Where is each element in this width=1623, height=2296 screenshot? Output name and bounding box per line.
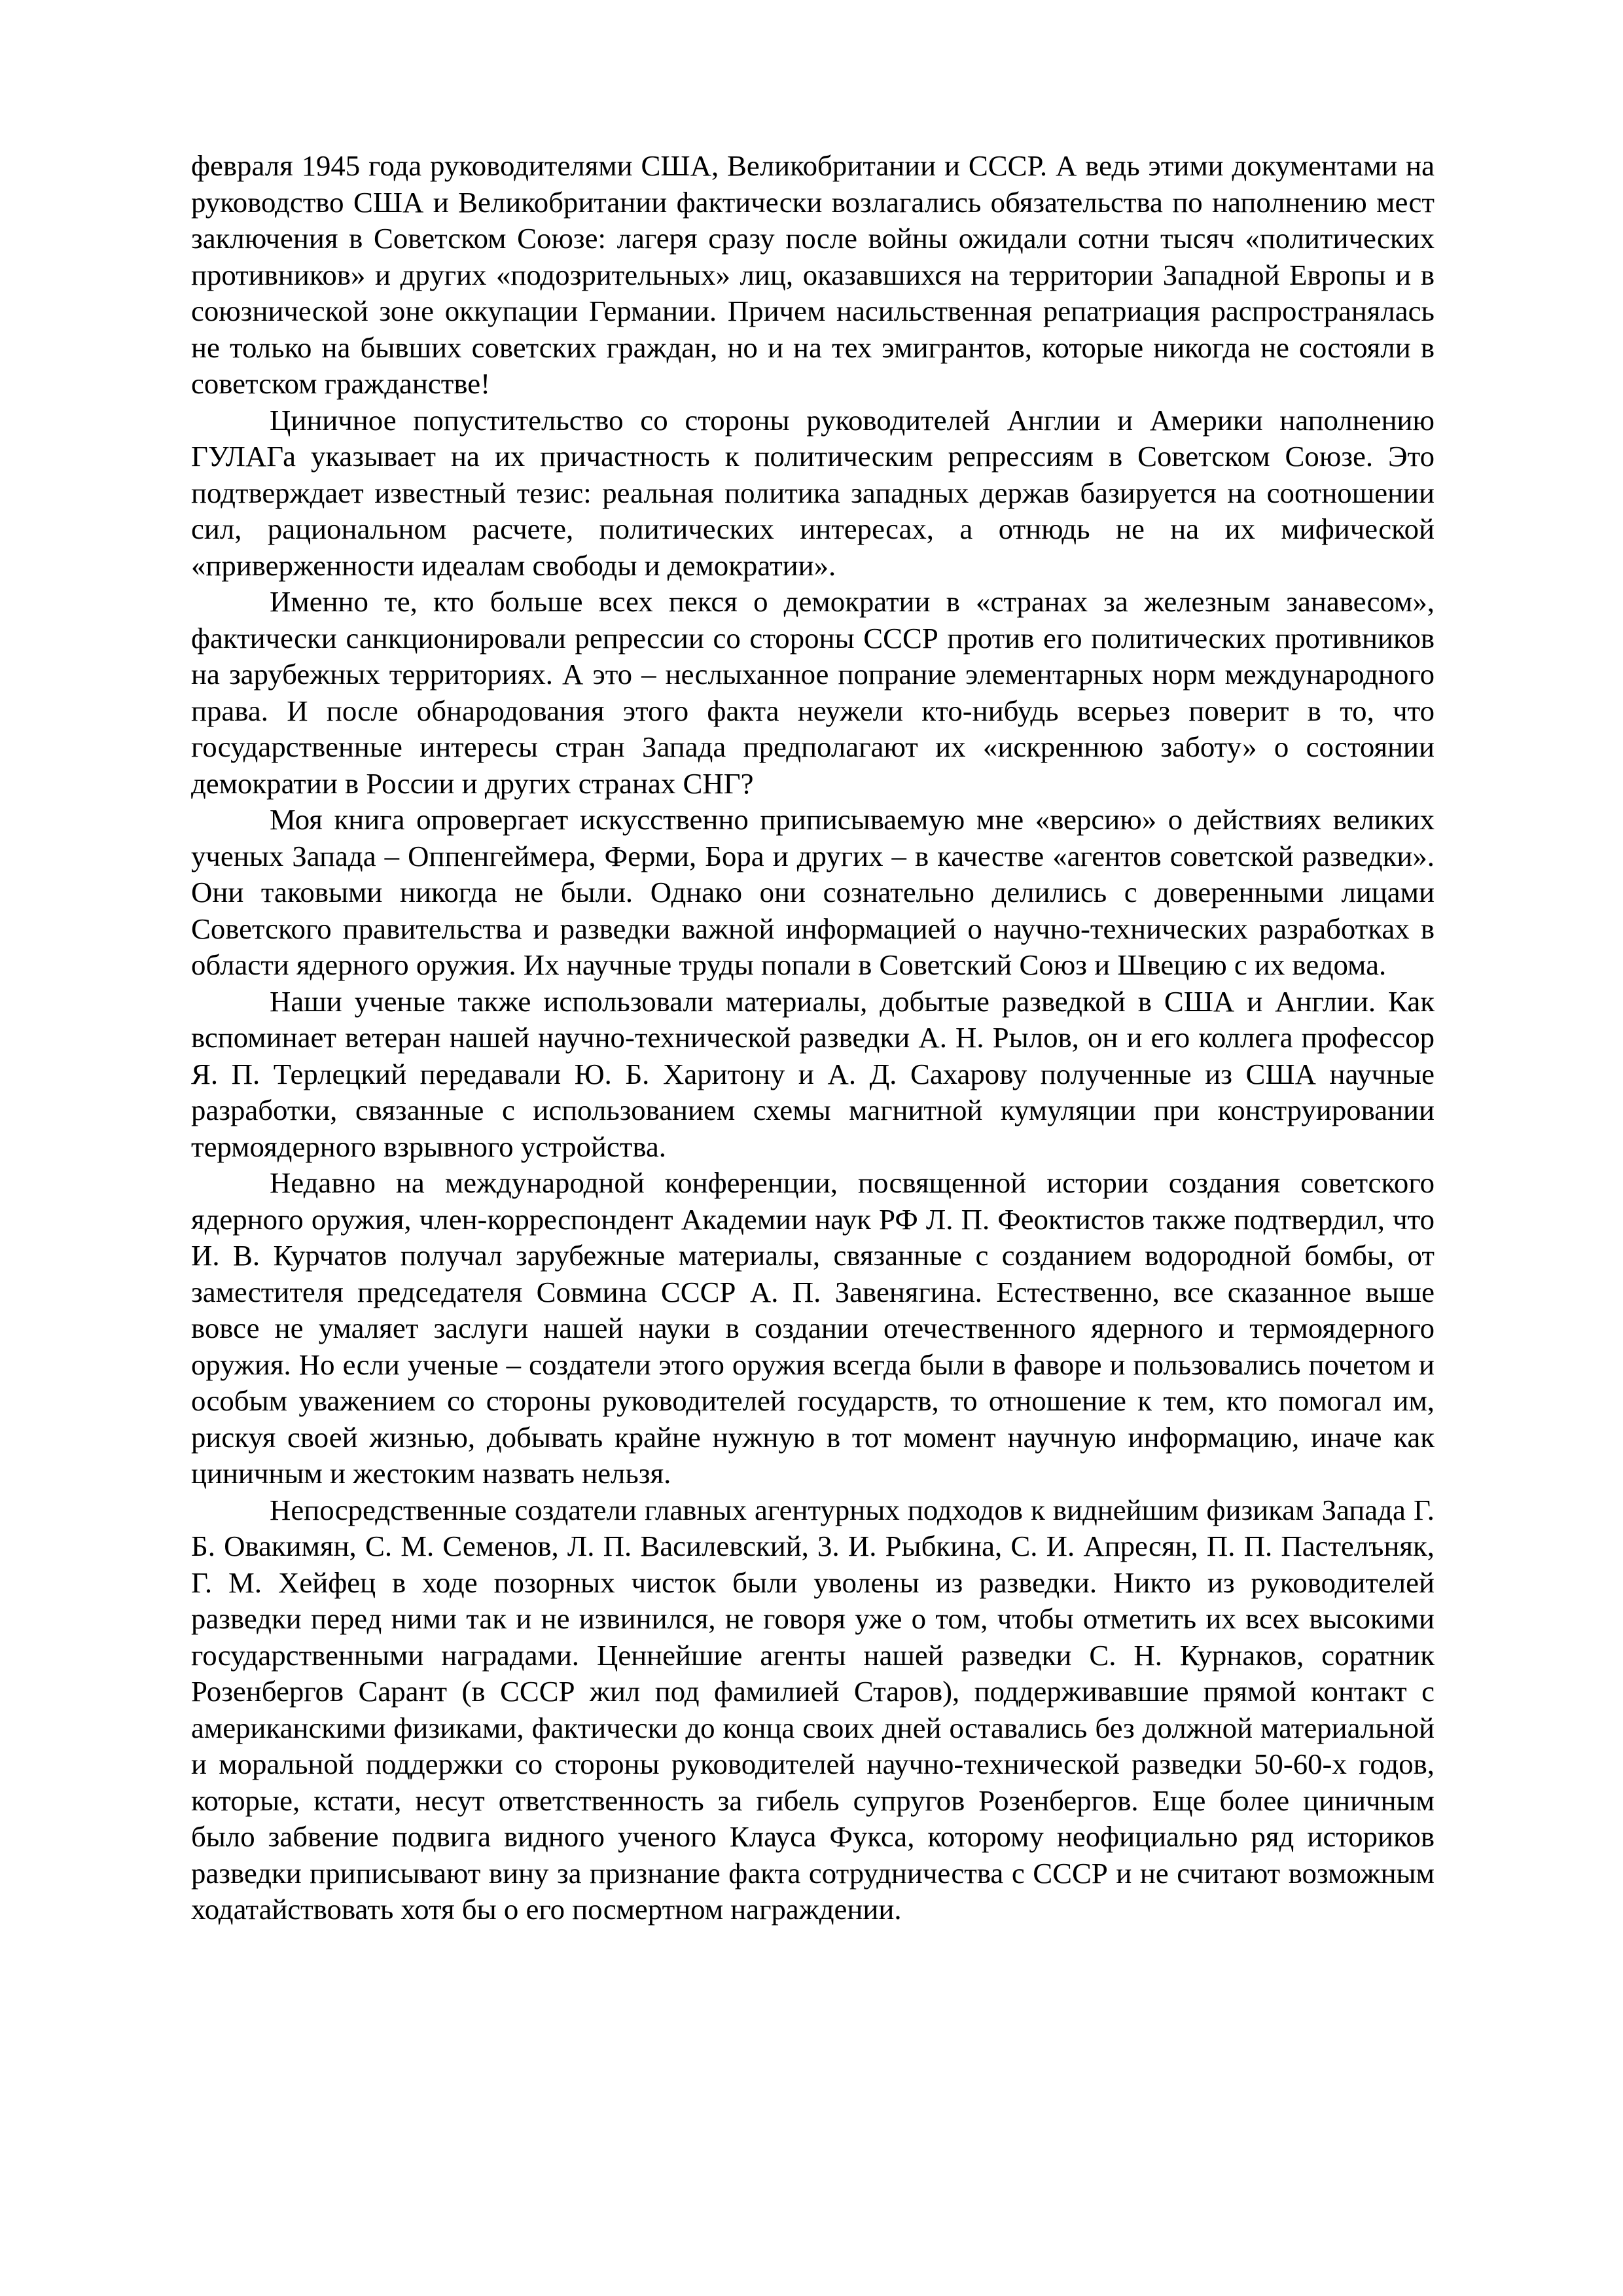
paragraph-continuation: февраля 1945 года руководителями США, Великобритании и СССР. А ведь этими документами на руководство США и Великобритании фактически возлагались обязательства по наполнению мест заключения в Советском Союзе: лагеря сразу после войны ожидали сотни тысяч «политических противников» и других «подозрительных» лиц, оказавшихся на территории Западной Европы и в союзнической зоне оккупации Германии. Причем насильственная репатриация распространялась не только на бывших советских граждан, но и на тех эмигрантов, которые никогда не состояли в советском гражданстве!: [191, 149, 1435, 400]
paragraph: Именно те, кто больше всех пекся о демократии в «странах за железным занавесом», фактически санкционировали репрессии со стороны СССР против его политических противников на зарубежных территориях. А это – неслыханное попрание элементарных норм международного права. И после обнародования этого факта неужели кто-нибудь всерьез поверит в то, что государственные интересы стран Запада предполагают их «искреннюю заботу» о состоянии демократии в России и других странах СНГ?: [191, 585, 1435, 800]
paragraph: Непосредственные создатели главных агентурных подходов к виднейшим физикам Запада Г. Б. Овакимян, С. М. Семенов, Л. П. Василевский, 3. И. Рыбкина, С. И. Апресян, П. П. Пастелъняк, Г. М. Хейфец в ходе позорных чисток были уволены из разведки. Никто из руководителей разведки перед ними так и не извинился, не говоря уже о том, чтобы отметить их всех высокими государственными наградами. Ценнейшие агенты нашей разведки С. Н. Курнаков, соратник Розенбергов Сарант (в СССР жил под фамилией Старов), поддерживавшие прямой контакт с американскими физиками, фактически до конца своих дней оставались без должной материальной и моральной поддержки со стороны руководителей научно-технической разведки 50-60-х годов, которые, кстати, несут ответственность за гибель супругов Розенбергов. Еще более циничным было забвение подвига видного ученого Клауса Фукса, которому неофициально ряд историков разведки приписывают вину за признание факта сотрудничества с СССР и не считают возможным ходатайствовать хотя бы о его посмертном награждении.: [191, 1493, 1435, 1926]
body-text: [191, 148, 1435, 1928]
paragraph: Циничное попустительство со стороны руководителей Англии и Америки наполнению ГУЛАГа указывает на их причастность к политическим репрессиям в Советском Союзе. Это подтверждает известный тезис: реальная политика западных держав базируется на соотношении сил, рациональном расчете, политических интересах, а отнюдь не на их мифической «приверженности идеалам свободы и демократии».: [191, 403, 1435, 582]
paragraph: Наши ученые также использовали материалы, добытые разведкой в США и Англии. Как вспоминает ветеран нашей научно-технической разведки А. Н. Рылов, он и его коллега профессор Я. П. Терлецкий передавали Ю. Б. Харитону и А. Д. Сахарову полученные из США научные разработки, связанные с использованием схемы магнитной кумуляции при конструировании термоядерного взрывного устройства.: [191, 984, 1435, 1163]
paragraph: Моя книга опровергает искусственно приписываемую мне «версию» о действиях великих ученых Запада – Оппенгеймера, Ферми, Бора и других – в качестве «агентов советской разведки». Они таковыми никогда не были. Однако они сознательно делились с доверенными лицами Советского правительства и разведки важной информацией о научно-технических разработках в области ядерного оружия. Их научные труды попали в Советский Союз и Швецию с их ведома.: [191, 803, 1435, 981]
paragraph: Недавно на международной конференции, посвященной истории создания советского ядерного оружия, член-корреспондент Академии наук РФ Л. П. Феоктистов также подтвердил, что И. В. Курчатов получал зарубежные материалы, связанные с созданием водородной бомбы, от заместителя председателя Совмина СССР А. П. Завенягина. Естественно, все сказанное выше вовсе не умаляет заслуги нашей науки в создании отечественного ядерного и термоядерного оружия. Но если ученые – создатели этого оружия всегда были в фаворе и пользовались почетом и особым уважением со стороны руководителей государств, то отношение к тем, кто помогал им, рискуя своей жизнью, добывать крайне нужную в тот момент научную информацию, иначе как циничным и жестоким назвать нельзя.: [191, 1166, 1435, 1490]
